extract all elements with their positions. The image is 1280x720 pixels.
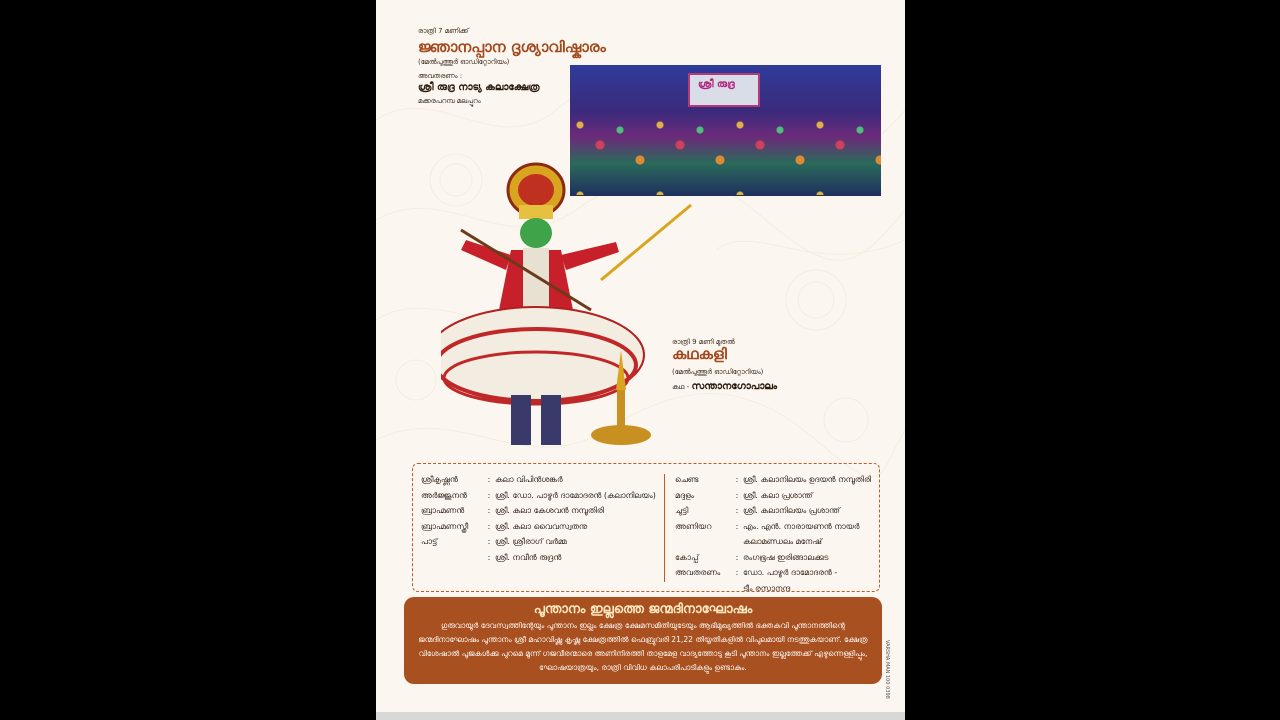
cast-colon: : xyxy=(735,521,739,531)
event1-venue: (മേൽപുത്തൂർ ഓഡിറ്റോറിയം) xyxy=(418,58,510,66)
cast-row xyxy=(675,488,871,504)
cast-role: ശ്രീകൃഷ്ണൻ xyxy=(421,475,458,484)
cast-colon: : xyxy=(487,521,491,531)
cast-row xyxy=(421,503,656,519)
cast-name: ശ്രീ. കലാ വൈവസ്വതനു xyxy=(495,521,588,531)
cast-role: അവതരണം xyxy=(675,568,721,577)
event1-organization: ശ്രീ രുദ്ര നാട്യ കലാക്ഷേത്ര xyxy=(418,82,540,93)
cast-name: ശ്രീ. ശ്രീരാഗ് വർമ്മ xyxy=(495,537,567,546)
event2-title: കഥകളി xyxy=(672,345,727,363)
cast-colon: : xyxy=(735,490,739,500)
cast-role: അണിയറ xyxy=(675,521,712,531)
cast-colon: : xyxy=(735,568,739,577)
cast-name: രംഗഭൂഷ ഇരിങ്ങാലക്കുട xyxy=(743,552,829,562)
cast-row xyxy=(675,472,871,488)
event1-title: ജ്ഞാനപ്പാന ദൃശ്യാവിഷ്കാരം xyxy=(418,38,606,56)
cast-colon: : xyxy=(735,506,739,515)
cast-name: ടീം രസാനന്ദ xyxy=(743,583,791,593)
cast-colon xyxy=(731,534,743,550)
cast-role: അർജ്ജുനൻ xyxy=(421,490,467,500)
event2-time: രാത്രി 9 മണി മുതൽ xyxy=(672,338,735,346)
cast-name: കലാമണ്ഡലം മനേഷ് xyxy=(743,537,822,546)
info-body: ഗുരുവായൂർ ദേവസ്വത്തിന്റേയും പൂന്താനം ഇല്ലം ക്ഷേത്ര ക്ഷേമസമിതിയുടേയും ആഭിമുഖ്യത്തിൽ ഭക്തകവി പൂന്താനത്തിന്റെ ജന്മദിനാഘോഷം പൂന്താനം ശ്രീ മഹാവിഷ്ണു കൃഷ്ണ ക്ഷേത്രത്തിൽ ഫെബ്രുവരി 21,22 തിയ്യതികളിൽ വിപുലമായി നടത്തുകയാണ്. ക്ഷേത്ര വിശേഷാൽ പൂജകൾക്കു പുറമെ മൂന്ന് ഗജവീരന്മാരെ അണിനിരത്തി താളമേള വാദ്യത്തോടു കൂടി പൂന്താനം ഇല്ലത്തേക്ക് എഴുന്നെള്ളിപ്പും, ഘോഷയാത്രയും, രാത്രി വിവിധ കലാപരിപാടികളും ഉണ്ടാകും. xyxy=(418,621,868,672)
cast-name: ശ്രീ. കലാനിലയം പ്രശാന്ത് xyxy=(743,506,840,515)
cast-role: ബ്രാഹ്മണൻ xyxy=(421,506,465,515)
cast-role: ചെണ്ട xyxy=(675,475,699,484)
bottom-strip xyxy=(376,712,905,720)
cast-role: പാട്ട് xyxy=(421,537,438,546)
cast-name: ശ്രീ. കലാനിലയം ഉദയൻ നമ്പൂതിരി xyxy=(743,475,872,484)
cast-colon: : xyxy=(487,537,491,546)
cast-colon: : xyxy=(735,552,739,562)
print-code: VARSHA MAN 100 0398 xyxy=(884,640,890,699)
cast-row xyxy=(421,488,656,504)
cast-row xyxy=(421,550,656,566)
cast-role: മദ്ദളം xyxy=(675,490,695,500)
event1-place: മക്കരപറമ്പ മലപ്പുറം xyxy=(418,97,481,105)
cast-row xyxy=(421,534,656,550)
cast-name: കലാ വിപിൻശങ്കർ xyxy=(495,475,563,484)
cast-role: ചുട്ടി xyxy=(675,506,689,515)
cast-name: ശ്രീ. കലാ പ്രശാന്ത് xyxy=(743,490,813,500)
cast-role: കോപ്പ് xyxy=(675,552,699,562)
cast-row xyxy=(421,519,656,535)
cast-name: എം. എൻ. നാരായണൻ നായർ xyxy=(743,521,860,531)
cast-name: ശ്രീ. കലാ കേശവൻ നമ്പൂതിരി xyxy=(495,506,605,515)
event2-venue: (മേൽപുത്തൂർ ഓഡിറ്റോറിയം) xyxy=(672,368,764,376)
event2-story-name: സന്താനഗോപാലം xyxy=(691,381,778,392)
cast-colon: : xyxy=(487,490,491,500)
cast-row xyxy=(675,550,871,566)
event1-presented-label: അവതരണം : xyxy=(418,72,463,80)
cast-role: ബ്രാഹ്മണസ്ത്രീ xyxy=(421,521,469,531)
poster-page xyxy=(376,0,905,712)
cast-colon: : xyxy=(487,475,491,484)
event1-time: രാത്രി 7 മണിക്ക് xyxy=(418,27,469,35)
cast-row xyxy=(675,581,871,597)
cast-name: ഡോ. പാഴൂർ ദാമോദരൻ - xyxy=(743,568,838,577)
cast-role xyxy=(421,550,483,566)
cast-name: ശ്രീ. ഡോ. പാഴൂർ ദാമോദരൻ (കലാനിലയം) xyxy=(495,490,656,500)
cast-colon xyxy=(731,581,743,597)
cast-colon: : xyxy=(487,552,491,562)
cast-name: ശ്രീ. നവീൻ രുദ്രൻ xyxy=(495,552,562,562)
cast-row xyxy=(675,534,871,550)
cast-colon: : xyxy=(487,506,491,515)
kathakali-dancer-image xyxy=(441,160,701,460)
cast-row xyxy=(421,472,656,488)
info-title: പൂന്താനം ഇല്ലത്തെ ജന്മദിനാഘോഷം xyxy=(533,602,753,617)
cast-row xyxy=(675,503,871,519)
birthday-info-panel xyxy=(404,597,882,684)
event2-story xyxy=(672,381,777,392)
cast-role xyxy=(675,534,731,550)
event2-story-label: കഥ - xyxy=(672,383,690,391)
cast-row xyxy=(675,565,871,581)
cast-box xyxy=(412,463,880,592)
photo-banner: ശ്രീ രുദ്ര xyxy=(688,73,760,107)
cast-divider xyxy=(664,474,665,582)
cast-left-column xyxy=(421,472,656,565)
cast-role xyxy=(675,581,731,597)
cast-right-column xyxy=(675,472,871,596)
cast-row xyxy=(675,519,871,535)
cast-colon: : xyxy=(735,475,739,484)
